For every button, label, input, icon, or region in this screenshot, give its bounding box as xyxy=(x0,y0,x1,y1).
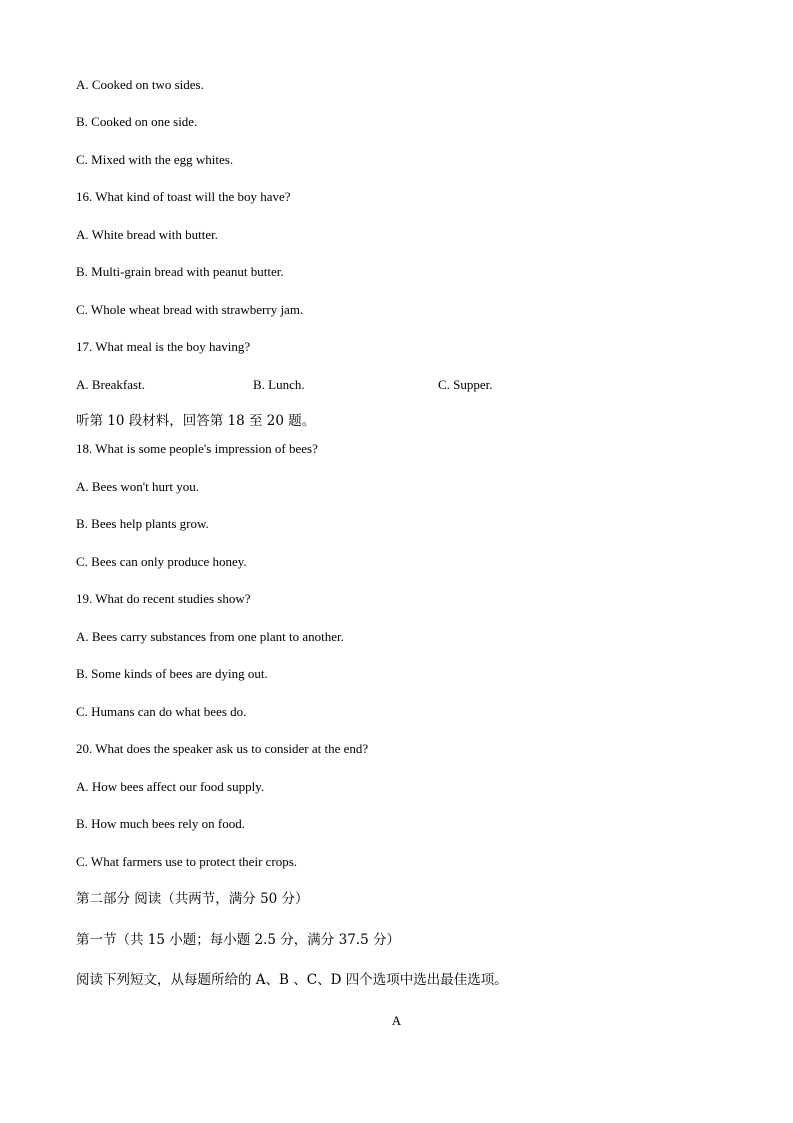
q19-option-a: A. Bees carry substances from one plant to another. xyxy=(76,629,344,644)
q20-option-a: A. How bees affect our food supply. xyxy=(76,779,265,794)
section10-instruction: 听第 10 段材料，回答第 18 至 20 题。 xyxy=(76,413,316,429)
q15-option-a: A. Cooked on two sides. xyxy=(76,77,204,92)
q19-option-b: B. Some kinds of bees are dying out. xyxy=(76,666,268,681)
q20-option-c: C. What farmers use to protect their crops. xyxy=(76,854,298,869)
q15-option-b: B. Cooked on one side. xyxy=(76,114,198,129)
passage-label: A xyxy=(391,1013,402,1028)
q15-option-c: C. Mixed with the egg whites. xyxy=(76,152,234,167)
q19-question: 19. What do recent studies show? xyxy=(76,591,251,606)
q17-option-c: C. Supper. xyxy=(438,377,493,392)
q18-question: 18. What is some people's impression of bees? xyxy=(76,441,318,456)
part2-title: 第二部分 阅读（共两节，满分 50 分） xyxy=(76,891,309,907)
section1-title: 第一节（共 15 小题；每小题 2.5 分，满分 37.5 分） xyxy=(76,932,400,948)
q16-question: 16. What kind of toast will the boy have? xyxy=(76,189,291,204)
q17-option-b: B. Lunch. xyxy=(253,377,305,392)
q18-option-a: A. Bees won't hurt you. xyxy=(76,479,199,494)
q17-option-a: A. Breakfast. xyxy=(76,377,145,392)
q16-option-c: C. Whole wheat bread with strawberry jam. xyxy=(76,302,304,317)
q20-option-b: B. How much bees rely on food. xyxy=(76,816,245,831)
reading-instruction: 阅读下列短文，从每题所给的 A、B 、C、D 四个选项中选出最佳选项。 xyxy=(76,972,508,988)
q16-option-b: B. Multi-grain bread with peanut butter. xyxy=(76,264,284,279)
q18-option-c: C. Bees can only produce honey. xyxy=(76,554,247,569)
q17-question: 17. What meal is the boy having? xyxy=(76,339,251,354)
q19-option-c: C. Humans can do what bees do. xyxy=(76,704,247,719)
q18-option-b: B. Bees help plants grow. xyxy=(76,516,209,531)
q16-option-a: A. White bread with butter. xyxy=(76,227,219,242)
q20-question: 20. What does the speaker ask us to consider at the end? xyxy=(76,741,369,756)
